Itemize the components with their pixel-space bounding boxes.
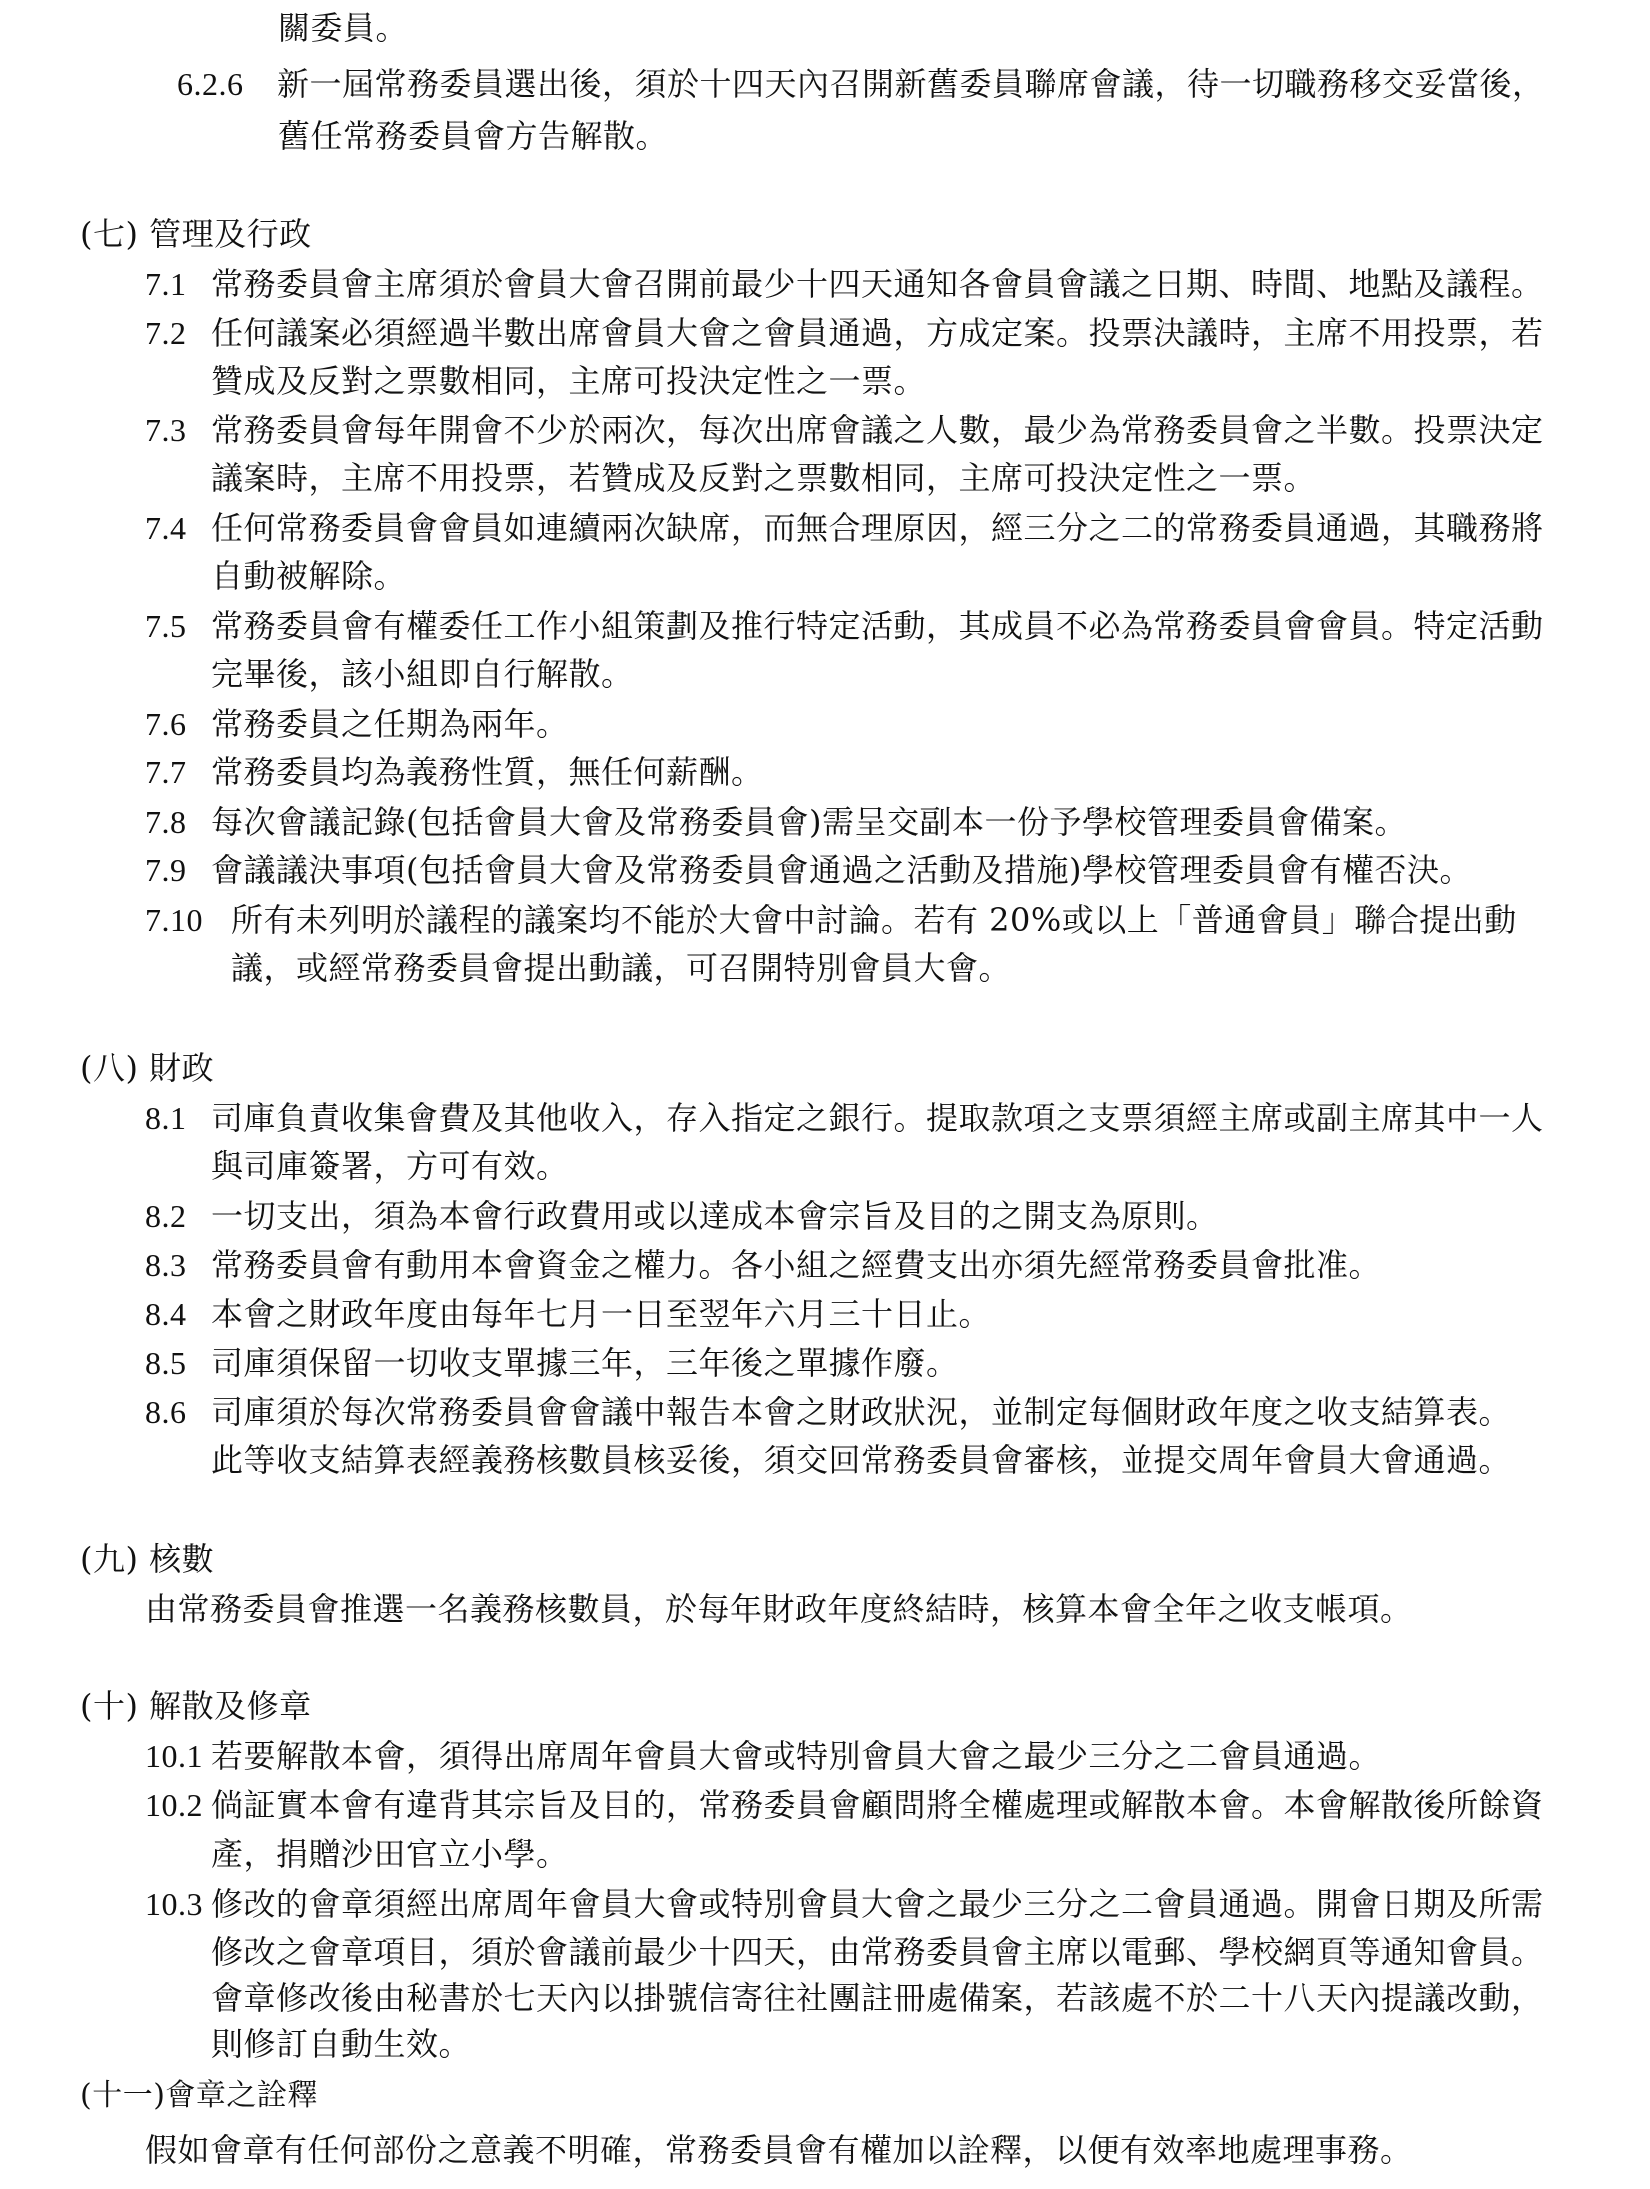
clause-text: 修改的會章須經出席周年會員大會或特別會員大會之最少三分之二會員通過。開會日期及所需 (211, 1885, 1544, 1923)
clause-text: 所有未列明於議程的議案均不能於大會中討論。若有 20%或以上「普通會員」聯合提出動 (231, 901, 1517, 939)
clause-text: 常務委員之任期為兩年。 (211, 705, 569, 743)
clause-text: 若要解散本會，須得出席周年會員大會或特別會員大會之最少三分之二會員通過。 (211, 1737, 1382, 1775)
clause-text: 常務委員會有權委任工作小組策劃及推行特定活動，其成員不必為常務委員會會員。特定活動 (211, 607, 1544, 645)
continued-text: 關委員。 (278, 9, 409, 47)
clause-number: 7.6 (145, 706, 187, 742)
clause-number: 10.1 (145, 1738, 203, 1774)
clause-10-2-cont: 產，捐贈沙田官立小學。 (211, 1835, 569, 1873)
clause-text: 常務委員均為義務性質，無任何薪酬。 (211, 753, 764, 791)
clause-text: 常務委員會有動用本會資金之權力。各小組之經費支出亦須先經常務委員會批准。 (211, 1246, 1382, 1284)
clause-number: 7.1 (145, 266, 187, 302)
clause-number: 8.4 (145, 1296, 187, 1332)
clause-6-2-6-cont: 舊任常務委員會方告解散。 (278, 117, 669, 155)
clause-10-2 (145, 1785, 1544, 1825)
clause-7-4 (145, 508, 1544, 548)
clause-7-3-cont: 議案時，主席不用投票，若贊成及反對之票數相同，主席可投決定性之一票。 (211, 459, 1317, 497)
section-heading-7: (七) 管理及行政 (80, 215, 312, 253)
clause-7-8 (145, 802, 1407, 842)
clause-8-3 (145, 1245, 1381, 1285)
clause-8-5 (145, 1343, 959, 1383)
clause-text: 會議議決事項(包括會員大會及常務委員會通過之活動及措施)學校管理委員會有權否決。 (211, 851, 1472, 889)
clause-7-10-cont: 議，或經常務委員會提出動議，可召開特別會員大會。 (231, 949, 1012, 987)
clause-text: 倘証實本會有違背其宗旨及目的，常務委員會顧問將全權處理或解散本會。本會解散後所餘資 (211, 1786, 1544, 1824)
section-heading-8: (八) 財政 (80, 1049, 215, 1087)
clause-text: 任何議案必須經過半數出席會員大會之會員通過，方成定案。投票決議時，主席不用投票，若 (211, 314, 1544, 352)
clause-text: 常務委員會主席須於會員大會召開前最少十四天通知各會員會議之日期、時間、地點及議程。 (211, 265, 1544, 303)
clause-number: 8.5 (145, 1345, 187, 1381)
clause-text: 常務委員會每年開會不少於兩次，每次出席會議之人數，最少為常務委員會之半數。投票決定 (211, 411, 1544, 449)
clause-text: 一切支出，須為本會行政費用或以達成本會宗旨及目的之開支為原則。 (211, 1197, 1219, 1235)
clause-10-3-cont-2: 會章修改後由秘書於七天內以掛號信寄往社團註冊處備案，若該處不於二十八天內提議改動， (211, 1979, 1544, 2017)
clause-7-5 (145, 606, 1544, 646)
clause-8-2 (145, 1196, 1219, 1236)
clause-7-10 (145, 900, 1517, 940)
section-11-body: 假如會章有任何部份之意義不明確，常務委員會有權加以詮釋，以便有效率地處理事務。 (145, 2131, 1413, 2169)
clause-7-4-cont: 自動被解除。 (211, 557, 407, 595)
clause-8-1 (145, 1098, 1544, 1138)
clause-number: 8.3 (145, 1247, 187, 1283)
clause-10-3 (145, 1884, 1544, 1924)
clause-number: 8.1 (145, 1100, 187, 1136)
clause-number: 8.6 (145, 1394, 187, 1430)
clause-10-1 (145, 1736, 1381, 1776)
clause-7-7 (145, 752, 764, 792)
clause-number: 7.3 (145, 412, 187, 448)
clause-8-1-cont: 與司庫簽署，方可有效。 (211, 1147, 569, 1185)
clause-number: 7.7 (145, 754, 187, 790)
clause-number: 10.3 (145, 1886, 203, 1922)
clause-text: 司庫負責收集會費及其他收入，存入指定之銀行。提取款項之支票須經主席或副主席其中一人 (211, 1099, 1544, 1137)
clause-7-9 (145, 850, 1472, 890)
section-heading-9: (九) 核數 (80, 1540, 215, 1578)
clause-8-6-cont: 此等收支結算表經義務核數員核妥後，須交回常務委員會審核，並提交周年會員大會通過。 (211, 1441, 1512, 1479)
clause-text: 新一屆常務委員選出後，須於十四天內召開新舊委員聯席會議，待一切職務移交妥當後， (277, 65, 1545, 103)
clause-number: 6.2.6 (177, 66, 244, 102)
section-9-body: 由常務委員會推選一名義務核數員，於每年財政年度終結時，核算本會全年之收支帳項。 (145, 1590, 1413, 1628)
clause-7-2-cont: 贊成及反對之票數相同，主席可投決定性之一票。 (211, 362, 927, 400)
clause-number: 7.5 (145, 608, 187, 644)
clause-text: 任何常務委員會會員如連續兩次缺席，而無合理原因，經三分之二的常務委員通過，其職務將 (211, 509, 1544, 547)
section-heading-10: (十) 解散及修章 (80, 1687, 312, 1725)
clause-7-5-cont: 完畢後，該小組即自行解散。 (211, 655, 634, 693)
clause-text: 本會之財政年度由每年七月一日至翌年六月三十日止。 (211, 1295, 992, 1333)
clause-number: 10.2 (145, 1787, 203, 1823)
clause-7-3 (145, 410, 1544, 450)
clause-10-3-cont-1: 修改之會章項目，須於會議前最少十四天，由常務委員會主席以電郵、學校網頁等通知會員。 (211, 1933, 1544, 1971)
clause-8-4 (145, 1294, 991, 1334)
clause-6-2-6 (177, 64, 1545, 104)
clause-7-1 (145, 264, 1544, 304)
clause-number: 7.4 (145, 510, 187, 546)
clause-number: 8.2 (145, 1198, 187, 1234)
clause-text: 司庫須於每次常務委員會會議中報告本會之財政狀況，並制定每個財政年度之收支結算表。 (211, 1393, 1512, 1431)
clause-number: 7.2 (145, 315, 187, 351)
clause-10-3-cont-3: 則修訂自動生效。 (211, 2025, 472, 2063)
clause-number: 7.9 (145, 852, 187, 888)
clause-7-6 (145, 704, 569, 744)
clause-8-6 (145, 1392, 1511, 1432)
clause-text: 司庫須保留一切收支單據三年，三年後之單據作廢。 (211, 1344, 959, 1382)
section-heading-11: (十一)會章之詮釋 (80, 2078, 318, 2113)
clause-text: 每次會議記錄(包括會員大會及常務委員會)需呈交副本一份予學校管理委員會備案。 (211, 803, 1407, 841)
clause-7-2 (145, 313, 1544, 353)
clause-number: 7.8 (145, 804, 187, 840)
clause-number: 7.10 (145, 902, 203, 938)
